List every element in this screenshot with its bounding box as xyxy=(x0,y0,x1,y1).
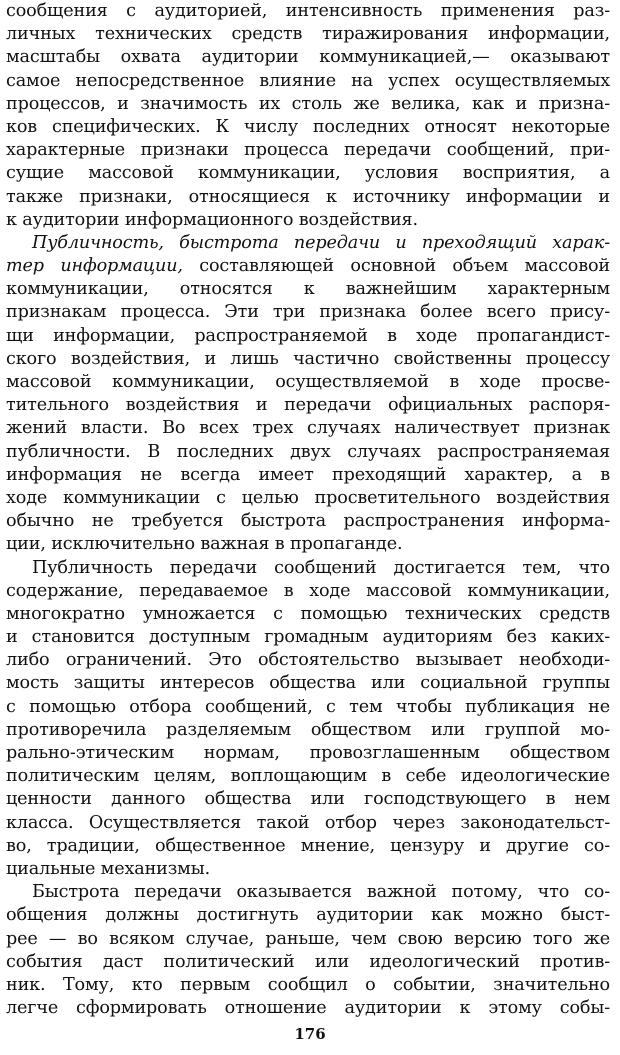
line-text: с помощью отбора сообщений, с тем чтобы публикация не xyxy=(6,696,610,717)
line-text: ник. Тому, кто первым сообщил о событии, значительно xyxy=(6,974,610,995)
text-line xyxy=(6,325,610,348)
text-line xyxy=(6,974,610,997)
text-line xyxy=(6,858,610,881)
page-number: 176 xyxy=(294,1025,326,1043)
line-text: ходе коммуникации с целью просветительного воздействия xyxy=(6,487,610,508)
line-text: ков специфических. К числу последних относят некоторые xyxy=(6,116,610,137)
text-line xyxy=(6,928,610,951)
line-text: противоречила разделяемым обществом или группой мо- xyxy=(6,719,610,740)
line-text: характерные признаки процесса передачи сообщений, при- xyxy=(6,140,610,161)
line-text: класса. Осуществляется такой отбор через законодательст- xyxy=(6,812,610,833)
text-line xyxy=(6,557,610,580)
text-line xyxy=(6,394,610,417)
text-line xyxy=(6,672,610,695)
line-text: жений власти. Во всех трех случаях наличествует признак xyxy=(6,418,610,439)
line-text: содержание, передаваемое в ходе массовой коммуникации, xyxy=(6,580,610,601)
text-line xyxy=(6,209,610,232)
text-line xyxy=(6,788,610,811)
line-text: признакам процесса. Эти три признака более всего прису- xyxy=(6,302,610,323)
text-line xyxy=(6,904,610,927)
line-text: либо ограничений. Это обстоятельство вызывает необходи- xyxy=(6,650,610,671)
line-text: тительного воздействия и передачи официальных распоря- xyxy=(6,395,610,416)
line-text: к аудитории информационного воздействия. xyxy=(6,209,418,230)
text-line xyxy=(6,0,610,23)
text-line xyxy=(6,719,610,742)
line-text: многократно умножается с помощью технических средств xyxy=(6,603,610,624)
line-text: общения должны достигнуть аудитории как можно быст- xyxy=(6,905,610,926)
line-text: и становится доступным громадным аудиториям без каких- xyxy=(6,627,610,648)
text-line xyxy=(6,533,610,556)
line-text: информация не всегда имеет преходящий характер, а в xyxy=(6,464,610,485)
text-line xyxy=(6,46,610,69)
italic-text: Публичность, быстрота передачи и преходящий харак- xyxy=(32,232,610,253)
text-line xyxy=(6,510,610,533)
line-text: щи информации, распространяемой в ходе пропагандист- xyxy=(6,325,610,346)
line-text: самое непосредственное влияние на успех осуществляемых xyxy=(6,70,610,91)
text-line xyxy=(6,812,610,835)
line-text: рее — во всяком случае, раньше, чем свою версию того же xyxy=(6,928,610,949)
text-line xyxy=(6,232,610,255)
text-line xyxy=(6,23,610,46)
text-line xyxy=(6,186,610,209)
text-line xyxy=(6,603,610,626)
line-text: масштабы охвата аудитории коммуникацией,— оказывают xyxy=(6,47,610,68)
text-line xyxy=(6,696,610,719)
text-line xyxy=(6,371,610,394)
line-text: процессов, и значимость их столь же велика, как и призна- xyxy=(6,93,610,114)
text-line xyxy=(6,278,610,301)
text-line xyxy=(6,255,610,278)
line-text: коммуникации, относятся к важнейшим характерным xyxy=(6,279,610,300)
text-line xyxy=(6,116,610,139)
text-line xyxy=(6,417,610,440)
line-text: ского воздействия, и лишь частично свойственны процессу xyxy=(6,348,610,369)
text-line xyxy=(6,951,610,974)
text-line xyxy=(6,997,610,1020)
line-text: циальные механизмы. xyxy=(6,858,211,879)
line-text: во, традиции, общественное мнение, цензуру и другие со- xyxy=(6,835,610,856)
line-text: ции, исключительно важная в пропаганде. xyxy=(6,534,403,555)
text-line xyxy=(6,881,610,904)
line-text: Публичность передачи сообщений достигается тем, что xyxy=(32,557,610,578)
text-line xyxy=(6,70,610,93)
text-line xyxy=(6,464,610,487)
text-line xyxy=(6,139,610,162)
line-text: сущие массовой коммуникации, условия восприятия, а xyxy=(6,163,610,184)
italic-text: тер информации, xyxy=(6,256,183,277)
text-line xyxy=(6,487,610,510)
line-text: политическим целям, воплощающим в себе идеологические xyxy=(6,766,610,787)
text-line xyxy=(6,93,610,116)
line-text: события даст политический или идеологический против- xyxy=(6,951,610,972)
text-line xyxy=(6,301,610,324)
line-text: массовой коммуникации, осуществляемой в ходе просве- xyxy=(6,372,610,392)
text-line xyxy=(6,441,610,464)
body-text xyxy=(6,0,610,1020)
line-text: рально-этическим нормам, провозглашенным обществом xyxy=(6,743,610,763)
line-text: также признаки, относящиеся к источнику информации и xyxy=(6,186,610,207)
text-line xyxy=(6,742,610,765)
text-line xyxy=(6,348,610,371)
text-line xyxy=(6,162,610,185)
line-text: личных технических средств тиражирования информации, xyxy=(6,24,610,45)
text-line xyxy=(6,835,610,858)
line-text: составляющей основной объем массовой xyxy=(182,256,610,277)
line-text: обычно не требуется быстрота распространения информа- xyxy=(6,511,610,532)
text-line xyxy=(6,649,610,672)
line-text: Быстрота передачи оказывается важной потому, что со- xyxy=(32,882,610,903)
text-line xyxy=(6,580,610,603)
line-text: публичности. В последних двух случаях распространяемая xyxy=(6,441,610,462)
text-line xyxy=(6,626,610,649)
line-text: сообщения с аудиторией, интенсивность применения раз- xyxy=(6,1,610,21)
line-text: легче сформировать отношение аудитории к этому собы- xyxy=(6,998,610,1019)
line-text: мость защиты интересов общества или социальной группы xyxy=(6,673,610,694)
text-line xyxy=(6,765,610,788)
line-text: ценности данного общества или господствующего в нем xyxy=(6,789,610,810)
